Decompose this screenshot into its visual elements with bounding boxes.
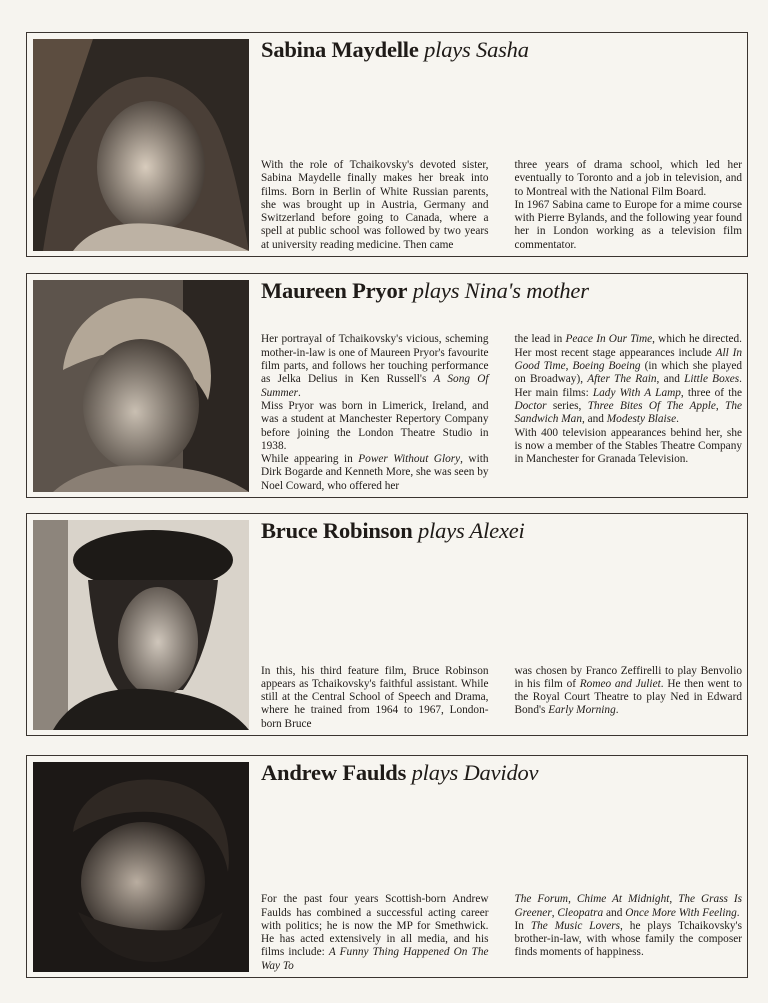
actor-photo-bruce-robinson [33,520,249,730]
profile-card-bruce-robinson [26,513,748,736]
profile-heading [261,37,529,63]
bio-column-left [261,665,489,731]
actor-name: Maureen Pryor [261,278,408,303]
bio-columns [261,159,742,252]
bio-paragraph: was chosen by Franco Zeffirelli to play Benvolio in his film of Romeo and Juliet. He then went to the Royal Court Theatre to play Ned in Edward Bond's Early Morning. [514,664,742,717]
bio-paragraph: three years of drama school, which led her eventually to Toronto and a job in television, and to Montreal with the National Film Board. [514,158,742,198]
bio-paragraph: For the past four years Scottish-born Andrew Faulds has combined a successful acting career with politics; he is now the MP for Smethwick. He has acted extensively in all media, and his films include: A Funny Thing Happened On The Way To [261,893,489,972]
role-name: plays Davidov [411,760,539,785]
profile-card-maureen-pryor [26,273,748,498]
bio-paragraph: While appearing in Power Without Glory, with Dirk Bogarde and Kenneth More, she was seen by Noel Coward, who offered her [261,453,489,492]
bio-paragraph: In this, his third feature film, Bruce Robinson appears as Tchaikovsky's faithful assistant. While still at the Central School of Speech and Drama, where he trained from 1964 to 1967, London-born Bruce [261,664,489,730]
profile-heading [261,278,589,304]
actor-name: Bruce Robinson [261,518,413,543]
bio-columns [261,893,742,973]
profile-card-sabina-maydelle [26,32,748,257]
bio-column-left [261,893,489,973]
bio-column-right [515,893,743,973]
bio-columns [261,665,742,731]
bio-paragraph: With the role of Tchaikovsky's devoted sister, Sabina Maydelle finally makes her break into films. Born in Berlin of White Russian parents, she was brought up in Austria, Germany and Switzerland before going to Canada, where a spell at public school was followed by two years at university reading medicine. Then came [261,158,489,251]
bio-column-left [261,333,489,493]
profile-heading [261,518,525,544]
role-name: plays Sasha [424,37,529,62]
actor-name: Sabina Maydelle [261,37,419,62]
bio-column-left [261,159,489,252]
role-name: plays Nina's mother [412,278,589,303]
bio-columns [261,333,742,493]
bio-paragraph: In 1967 Sabina came to Europe for a mime course with Pierre Bylands, and the following year found her in London working as a television film commentator. [514,198,742,251]
bio-paragraph: With 400 television appearances behind her, she is now a member of the Stables Theatre Company in Manchester for Granada Television. [514,426,742,466]
profile-card-andrew-faulds [26,755,748,978]
actor-name: Andrew Faulds [261,760,407,785]
bio-paragraph: The Forum, Chime At Midnight, The Grass Is Greener, Cleopatra and Once More With Feeling. [514,893,742,919]
bio-paragraph: In The Music Lovers, he plays Tchaikovsky's brother-in-law, with whose family the composer finds moments of happiness. [514,919,742,959]
actor-photo-sabina-maydelle [33,39,249,251]
actor-photo-maureen-pryor [33,280,249,492]
bio-paragraph: Miss Pryor was born in Limerick, Ireland, and was a student at Manchester Repertory Company before joining the London Theatre Studio in 1938. [261,399,489,452]
bio-column-right [515,333,743,493]
bio-column-right [515,665,743,731]
bio-paragraph: the lead in Peace In Our Time, which he directed. Her most recent stage appearances include All In Good Time, Boeing Boeing (in which she played on Broadway), After The Rain, and Little Boxes. Her main films: Lady With A Lamp, three of the Doctor series, Three Bites Of The Apple, The Sandwich Man, and Modesty Blaise. [514,333,743,426]
actor-photo-andrew-faulds [33,762,249,972]
role-name: plays Alexei [418,518,525,543]
profile-heading [261,760,538,786]
bio-paragraph: Her portrayal of Tchaikovsky's vicious, scheming mother-in-law is one of Maureen Pryor's favourite film parts, and follows her touching performance as Jelka Delius in Ken Russell's A Song Of Summer. [261,333,489,399]
bio-column-right [515,159,743,252]
